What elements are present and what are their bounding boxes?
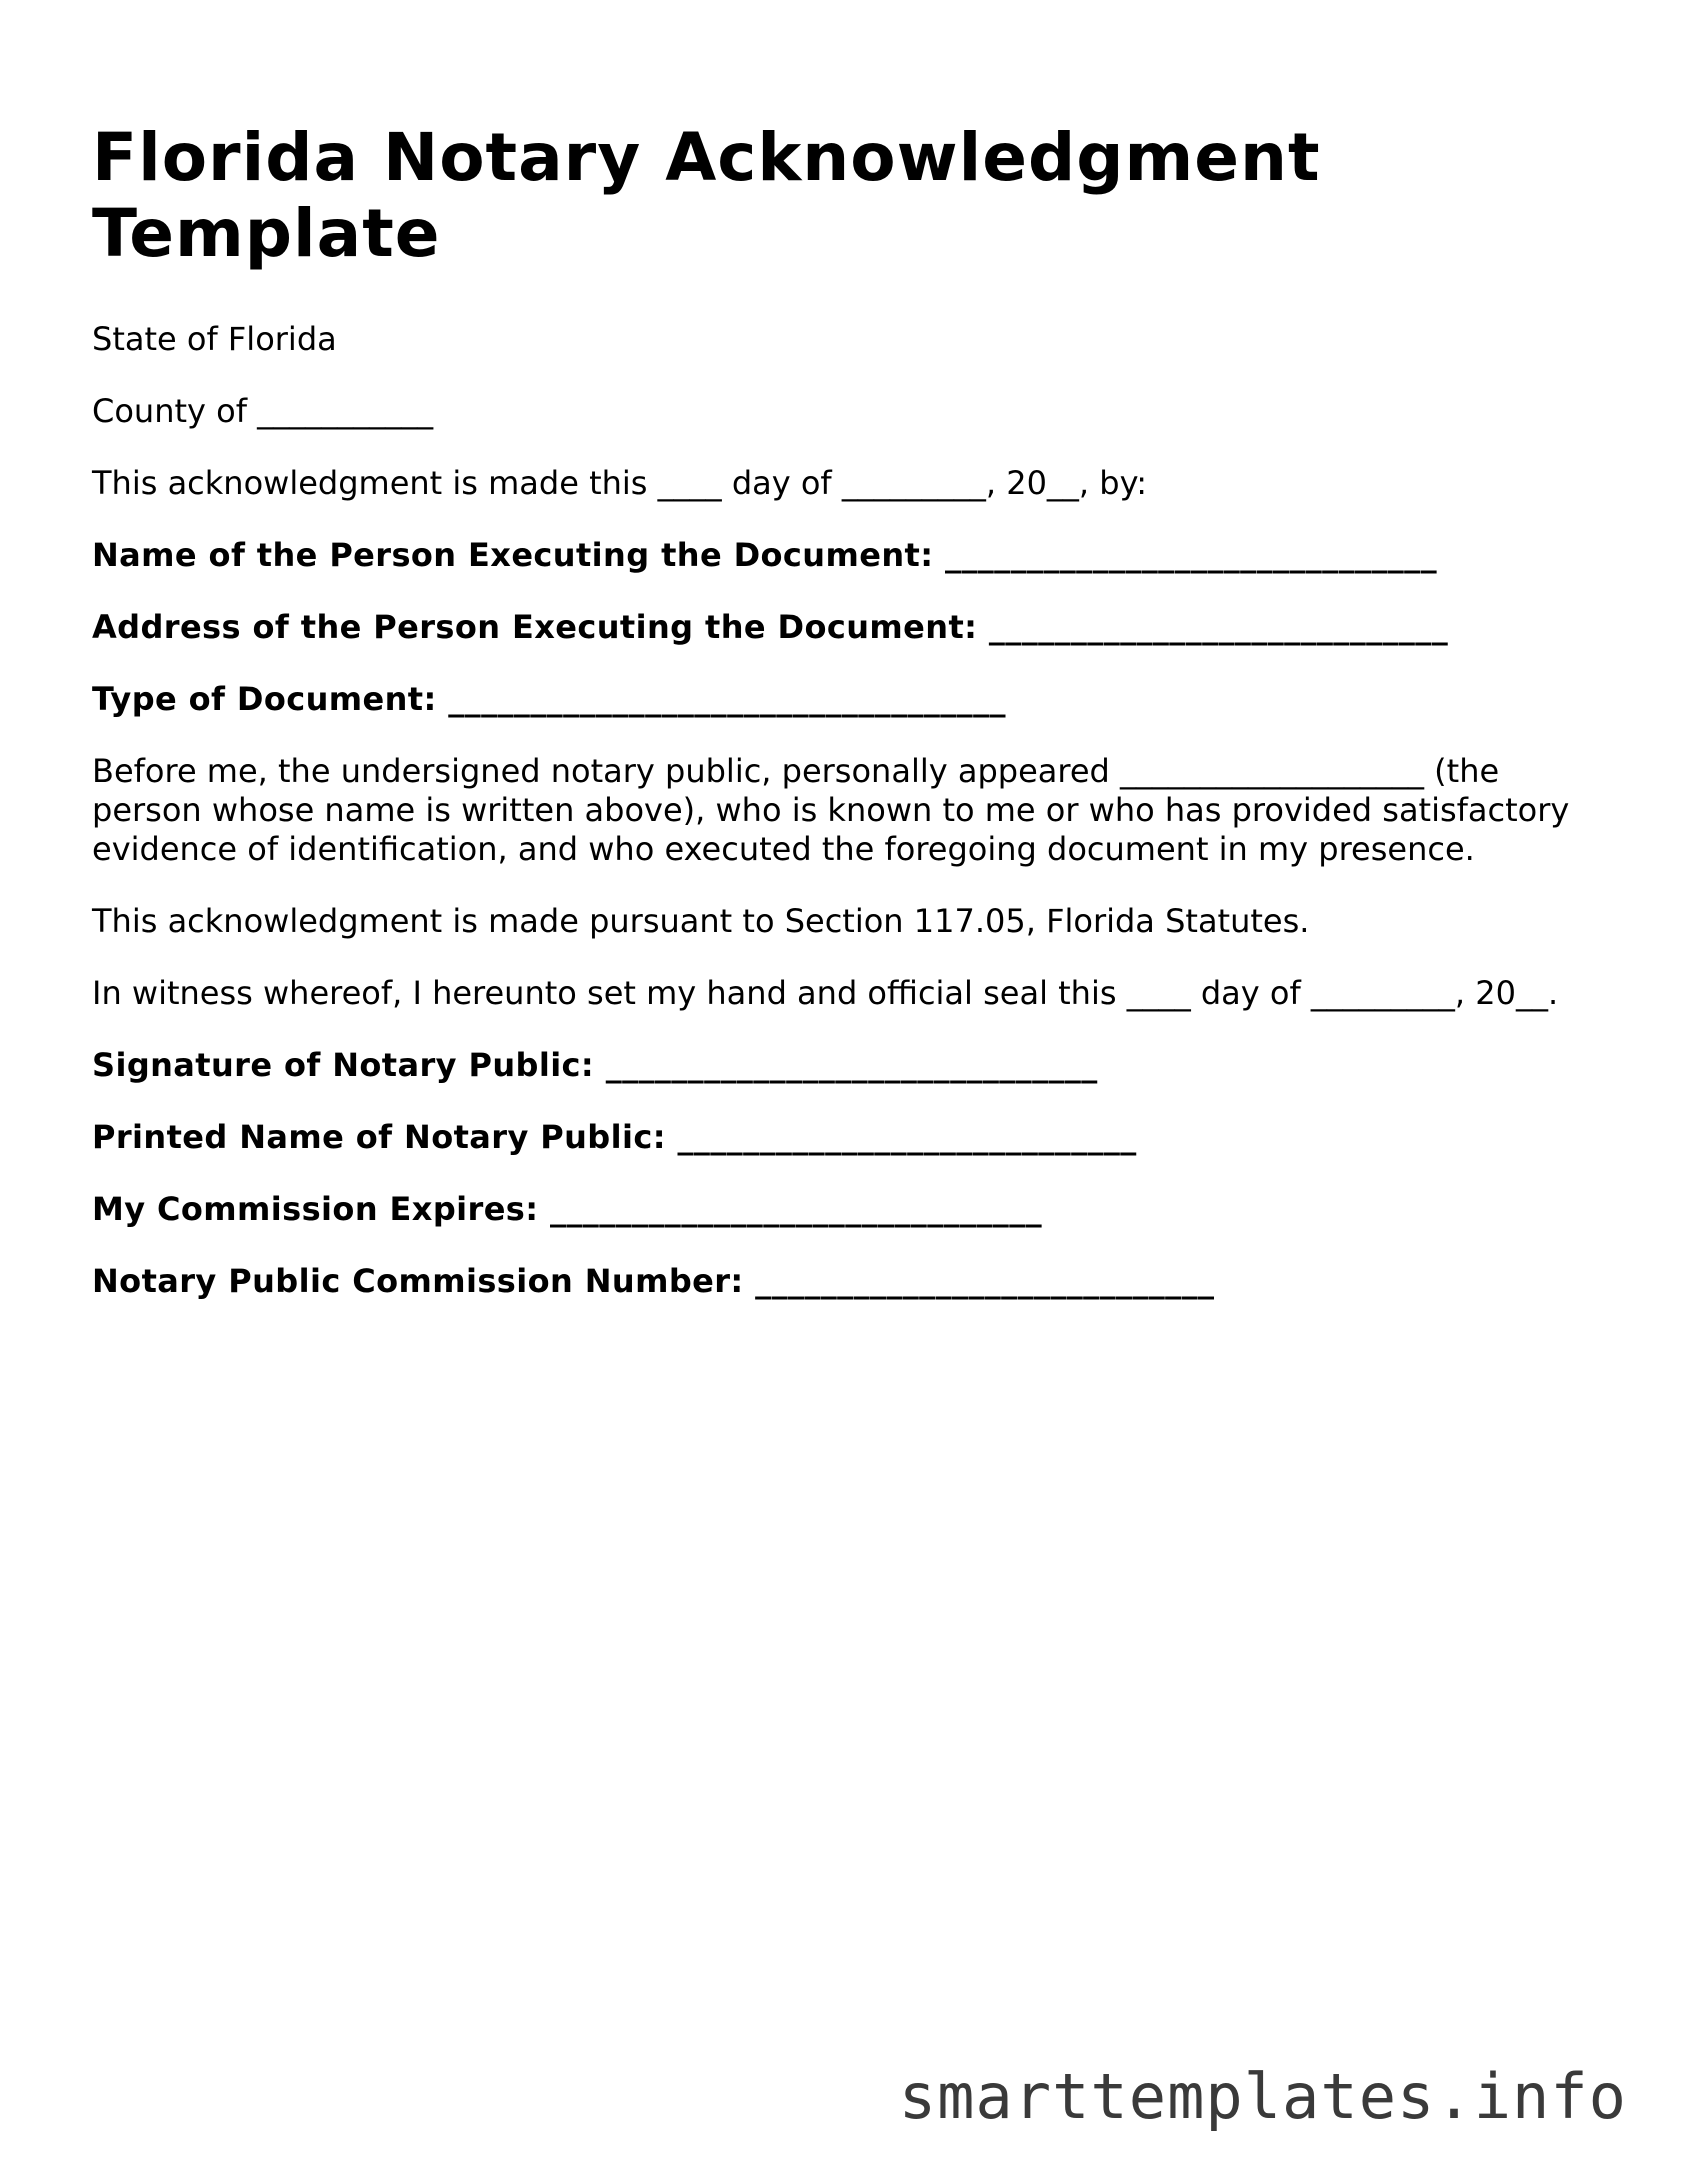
field-blank: ______________________________ xyxy=(550,1190,1042,1228)
witness-line: In witness whereof, I hereunto set my hand and official seal this ____ day of _________, 20__. xyxy=(92,974,1559,1012)
document-type-field xyxy=(92,680,1572,719)
person-name-field xyxy=(92,536,1572,575)
appearance-paragraph: Before me, the undersigned notary public, personally appeared ___________________ (the person whose name is written above), who is known to me or who has provided satisfactory evidence of identification, and who executed the foregoing document in my presence. xyxy=(92,752,1570,868)
notary-signature-field xyxy=(92,1046,1572,1085)
state-line: State of Florida xyxy=(92,320,337,358)
person-address-field xyxy=(92,608,1572,647)
field-label: Printed Name of Notary Public: xyxy=(92,1118,666,1156)
document-page xyxy=(92,120,1592,1334)
acknowledgment-date-line: This acknowledgment is made this ____ day of _________, 20__, by: xyxy=(92,464,1147,502)
field-label: Type of Document: xyxy=(92,680,437,718)
field-label: My Commission Expires: xyxy=(92,1190,539,1228)
field-blank: ______________________________ xyxy=(944,536,1437,574)
statute-line: This acknowledgment is made pursuant to Section 117.05, Florida Statutes. xyxy=(92,902,1310,940)
field-blank: ____________________________ xyxy=(988,608,1449,646)
field-blank: ______________________________ xyxy=(605,1046,1098,1084)
field-label: Notary Public Commission Number: xyxy=(92,1262,744,1300)
field-label: Name of the Person Executing the Document: xyxy=(92,536,934,574)
commission-expires-field xyxy=(92,1190,1572,1229)
notary-printed-name-field xyxy=(92,1118,1572,1157)
commission-number-field xyxy=(92,1262,1572,1301)
county-line: County of ___________ xyxy=(92,392,434,430)
field-label: Signature of Notary Public: xyxy=(92,1046,595,1084)
field-label: Address of the Person Executing the Document: xyxy=(92,608,978,646)
field-blank: ____________________________ xyxy=(677,1118,1137,1156)
watermark-text: smarttemplates.info xyxy=(898,2060,1627,2133)
page-title: Florida Notary Acknowledgment Template xyxy=(92,119,1321,272)
field-blank: ____________________________ xyxy=(755,1262,1215,1300)
field-blank: __________________________________ xyxy=(448,680,1006,718)
